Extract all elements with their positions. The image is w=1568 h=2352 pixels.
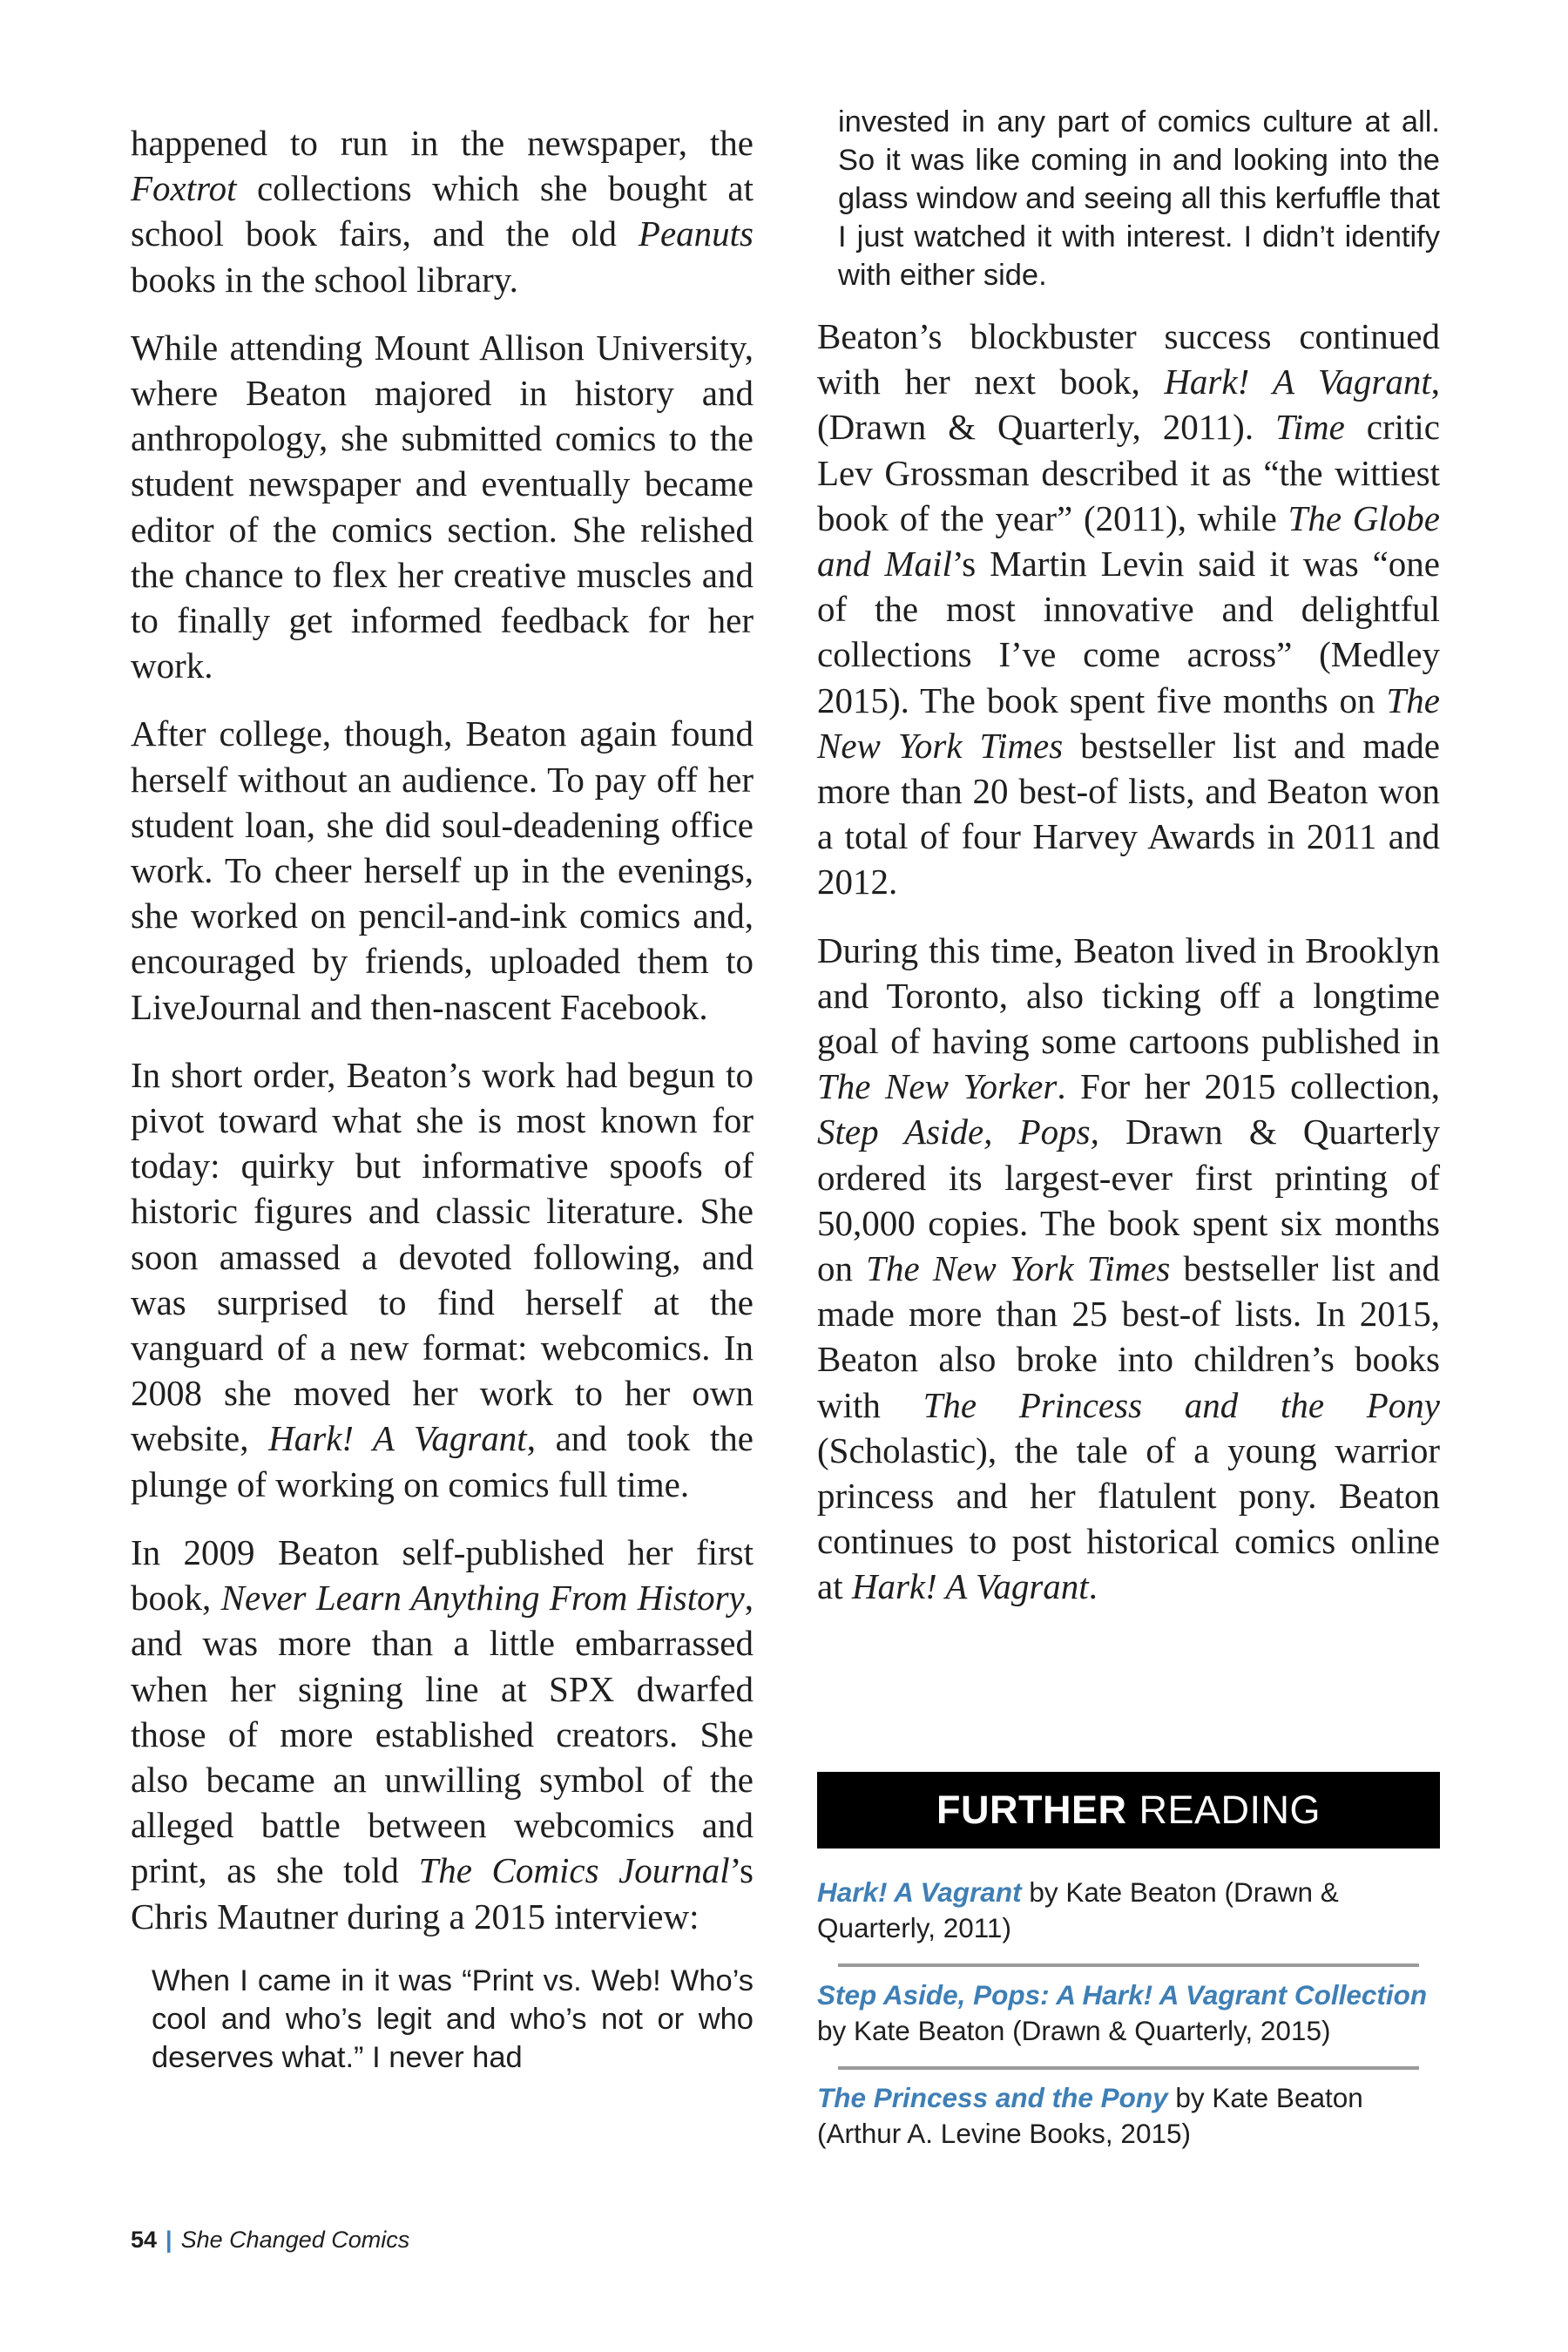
book-title: Never Learn Anything From History — [220, 1578, 745, 1619]
publication-title: The Comics Journal — [418, 1850, 730, 1891]
text-run: In 2009 Beaton self-published her first book, — [131, 1531, 754, 1619]
block-quote-continued: invested in any part of comics culture at all. So it was like coming in and looking into the glass window and seeing all this kerfuffle that I just watched it with interest. I didn’t identify with either side. — [838, 105, 1440, 292]
text-run: ’s Martin Levin said it was “one of the most innovative and delightful collections I’ve come across” (Medley 2015). The book spent five months on — [817, 544, 1440, 720]
book-title: Peanuts — [638, 213, 754, 254]
further-reading-heading — [817, 1772, 1440, 1848]
reading-item-details: by Kate Beaton (Drawn & Quarterly, 2015) — [817, 2015, 1331, 2046]
reading-item — [817, 2070, 1440, 2169]
text-run: happened to run in the newspaper, the — [131, 123, 754, 163]
text-run: In short order, Beaton’s work had begun to pivot toward what she is most known for today: quirky but informative spoofs of historic figures and classic literature. She soon amassed a devoted following, and was surprised to find herself at the vanguard of a new format: webcomics. In 2008 she moved her work to her own website, — [131, 1054, 754, 1459]
text-run: , and was more than a little embarrassed when her signing line at SPX dwarfed those of more established creators. She also became an unwilling symbol of the alleged battle between webcomics and print, as she told — [131, 1578, 754, 1891]
paragraph: While attending Mount Allison University, where Beaton majored in history and anthropology, she submitted comics to the student newspaper and eventually became editor of the comics section. She relished the chance to flex her creative muscles and to finally get informed feedback for her work. — [131, 327, 754, 686]
reading-item — [817, 1864, 1440, 1963]
paragraph — [131, 1052, 754, 1507]
text-run: Drawn & Quarterly ordered its largest-ever first printing of 50,000 copies. The book spent six months on — [817, 1112, 1440, 1289]
paragraph — [817, 928, 1440, 1610]
book-title: Foxtrot — [131, 168, 237, 209]
page-number: 54 — [131, 2227, 158, 2253]
reading-item-title[interactable]: Hark! A Vagrant — [817, 1876, 1022, 1908]
publication-title: The New York Times — [866, 1248, 1171, 1289]
text-run: (Scholastic), the tale of a young warrior princess and her flatulent pony. Beaton continues to post historical comics online at — [817, 1429, 1440, 1607]
text-run: bestseller list and made more than 25 best-of lists. In 2015, Beaton also broke into children’s books with — [817, 1248, 1440, 1425]
text-run: collections which she bought at school book fairs, and the old — [131, 168, 754, 254]
text-run: critic Lev Grossman described it as “the wittiest book of the year” (2011), while — [817, 407, 1440, 538]
further-reading-list — [817, 1864, 1440, 2169]
book-title: Hark! A Vagrant — [268, 1418, 527, 1459]
block-quote: When I came in it was “Print vs. Web! Who’s cool and who’s legit and who’s not or who deserves what.” I never had — [152, 1963, 754, 2074]
publication-title: The New York Times — [817, 679, 1440, 766]
reading-item-details: by Kate Beaton (Arthur A. Levine Books, 2015) — [817, 2082, 1363, 2149]
reading-item-details: by Kate Beaton (Drawn & Quarterly, 2011) — [817, 1876, 1339, 1943]
heading-rest: READING — [1139, 1788, 1321, 1832]
text-run: ’s Chris Mautner during a 2015 interview: — [131, 1850, 754, 1936]
text-run: Beaton’s blockbuster success continued with her next book, — [817, 316, 1440, 402]
paragraph — [131, 1530, 754, 1939]
publication-title: The New Yorker — [817, 1066, 1058, 1107]
reading-item-title[interactable]: The Princess and the Pony — [817, 2082, 1168, 2113]
reading-item-title[interactable]: Step Aside, Pops: A Hark! A Vagrant Collection — [817, 1979, 1428, 2011]
footer-separator: | — [166, 2227, 172, 2253]
paragraph — [131, 120, 754, 302]
paragraph: After college, though, Beaton again found herself without an audience. To pay off her student loan, she did soul-deadening office work. To cheer herself up in the evenings, she worked on pencil-and-ink comics and, encouraged by friends, uploaded them to LiveJournal and then-nascent Facebook. — [131, 713, 754, 1027]
right-column — [817, 105, 1440, 1632]
publication-title: The Globe and Mail — [817, 497, 1440, 585]
text-run: . For her 2015 collection, — [1057, 1066, 1440, 1107]
reading-item — [817, 1967, 1440, 2066]
book-title: Hark! A Vagrant — [851, 1566, 1089, 1607]
book-title: Hark! A Vagrant — [1164, 362, 1431, 402]
text-run: During this time, Beaton lived in Brooklyn and Toronto, also ticking off a longtime goal of having some cartoons published in — [817, 929, 1440, 1062]
paragraph — [817, 314, 1440, 905]
text-run: . — [1088, 1566, 1098, 1607]
footer-book-title: She Changed Comics — [180, 2227, 410, 2253]
heading-bold: FURTHER — [936, 1788, 1127, 1832]
text-run: bestseller list and made more than 20 best-of lists, and Beaton won a total of four Harvey Awards in 2011 and 2012. — [817, 725, 1440, 902]
text-run: , (Drawn & Quarterly, 2011). — [817, 362, 1440, 448]
book-title: The Princess and the Pony — [923, 1384, 1440, 1425]
book-title: Step Aside, Pops, — [817, 1112, 1099, 1152]
left-column — [131, 120, 754, 2096]
text-run: books in the school library. — [131, 259, 518, 300]
page-footer — [131, 2227, 409, 2254]
text-run: , and took the plunge of working on comics full time. — [131, 1418, 754, 1504]
publication-title: Time — [1275, 407, 1345, 448]
